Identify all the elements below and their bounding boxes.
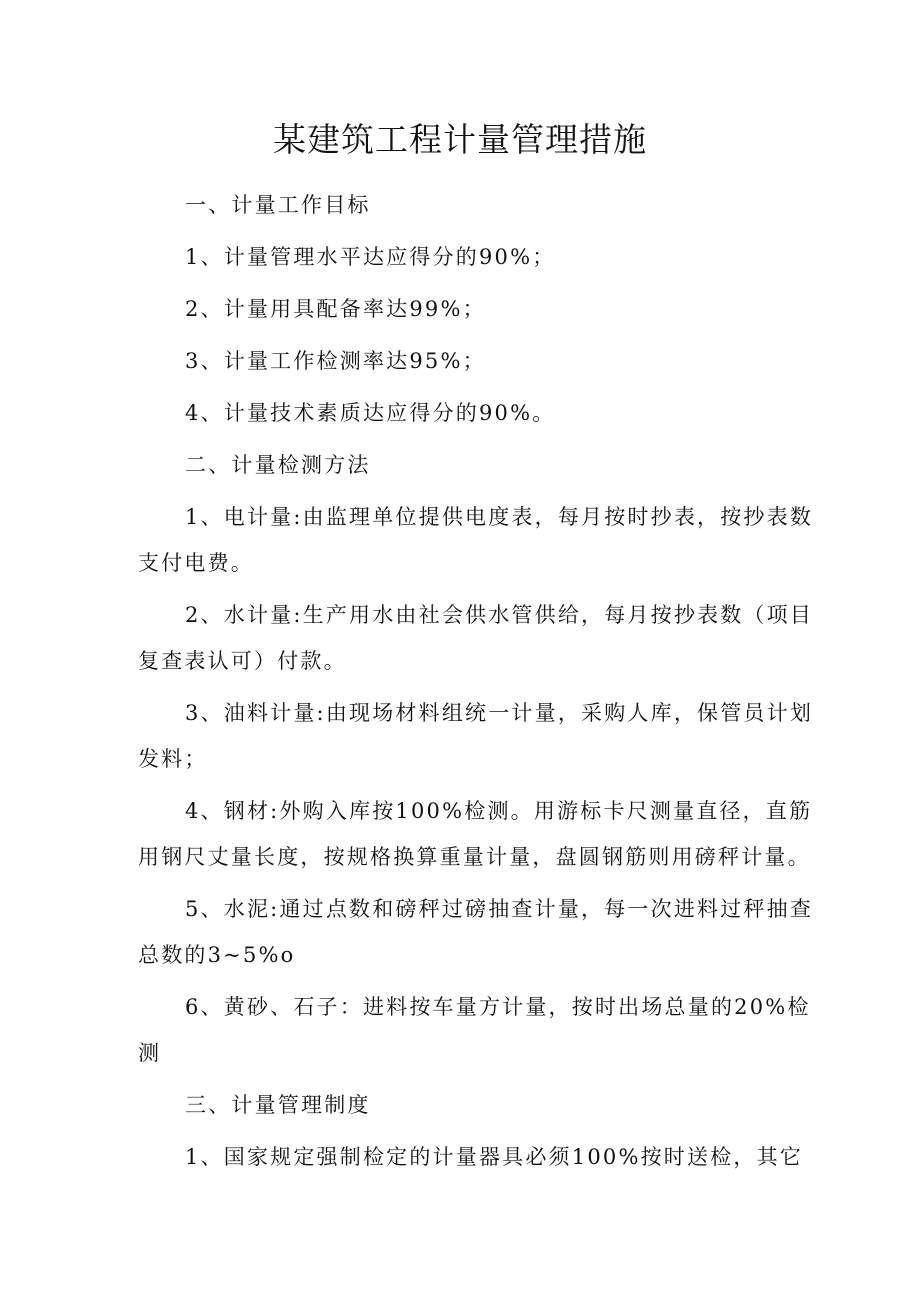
- method-item-electricity: 1、电计量:由监理单位提供电度表，每月按时抄表，按抄表数支付电费。: [138, 505, 814, 575]
- goal-item-3: 3、计量工作检测率达95%；: [185, 349, 486, 373]
- system-item-1: 1、国家规定强制检定的计量器具必须100%按时送检，其它: [185, 1145, 803, 1169]
- section-heading-management-system: 三、计量管理制度: [185, 1093, 371, 1117]
- goal-item-2: 2、计量用具配备率达99%；: [185, 297, 486, 321]
- goal-item-4: 4、计量技术素质达应得分的90%。: [185, 401, 556, 425]
- method-item-sand-stone: 6、黄砂、石子：进料按车量方计量，按时出场总量的20%检测: [138, 995, 811, 1065]
- document-body: [138, 182, 814, 1186]
- goal-item-1: 1、计量管理水平达应得分的90%；: [185, 245, 556, 269]
- method-item-steel: 4、钢材:外购入库按100%检测。用游标卡尺测量直径，直筋用钢尺丈量长度，按规格换算重量计量，盘圆钢筋则用磅秤计量。: [138, 799, 813, 869]
- method-item-water: 2、水计量:生产用水由社会供水管供给，每月按抄表数（项目复查表认可）付款。: [138, 603, 814, 673]
- document-title: 某建筑工程计量管理措施: [273, 120, 647, 159]
- method-item-fuel: 3、油料计量:由现场材料组统一计量，采购人库，保管员计划发料；: [138, 701, 814, 771]
- section-heading-measurement-goals: 一、计量工作目标: [185, 193, 371, 217]
- method-item-cement: 5、水泥:通过点数和磅秤过磅抽查计量，每一次进料过秤抽查总数的3~5%o: [138, 897, 814, 967]
- section-heading-measurement-methods: 二、计量检测方法: [185, 453, 371, 477]
